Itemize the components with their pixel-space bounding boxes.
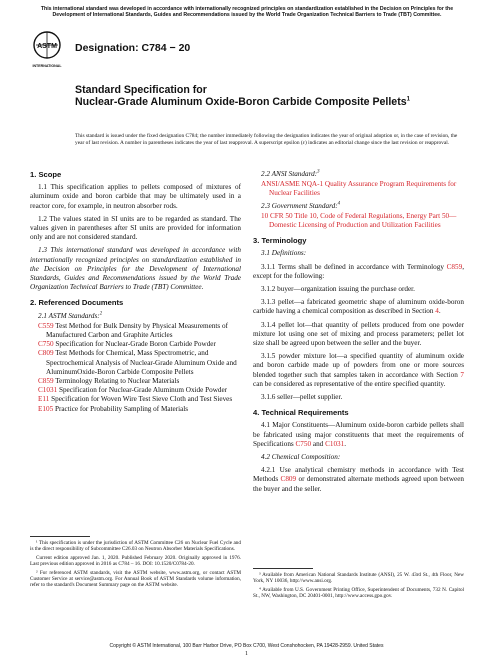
paragraph-3-1-3: 3.1.3 pellet—a fabricated geometric shape of aluminum oxide-boron carbide having a chemical composition as described in Section 4. xyxy=(253,298,464,316)
paragraph-4-2-1: 4.2.1 Use analytical chemistry methods in accordance with Test Methods C809 or demonstrated alternate methods agreed upon between the buyer and the seller. xyxy=(253,466,464,493)
reference-link-c859[interactable]: C859 xyxy=(38,377,54,386)
section-heading-references: 2. Referenced Documents xyxy=(30,298,124,308)
reference-list xyxy=(38,322,241,414)
reference-link-c750[interactable]: C750 xyxy=(38,340,54,349)
reference-link-c559[interactable]: C559 xyxy=(38,321,54,330)
paragraph-3-1-4: 3.1.4 pellet lot—that quantity of pellets produced from one powder mixture lot using one set of mixing and process parameters; pellet lot size shall be agreed upon between the seller and the buyer. xyxy=(253,320,464,348)
reference-link-e105[interactable]: E105 xyxy=(38,404,54,413)
reference-link-c1031[interactable]: C1031 xyxy=(38,386,58,395)
reference-item: C859 Terminology Relating to Nuclear Materials xyxy=(38,377,180,386)
left-column xyxy=(30,170,241,417)
paragraph-3-1-6: 3.1.6 seller—pellet supplier. xyxy=(261,393,343,402)
astm-standards-label: 2.1 ASTM Standards:$^2$ xyxy=(38,311,103,320)
footnote-divider-right xyxy=(253,568,313,569)
footnote-2: ² For referenced ASTM standards, visit the ASTM website, www.astm.org, or contact ASTM Customer Service at service@astm.org. For Annual Book of ASTM Standards volume information, refer to the standard's Document Summary page on the ASTM website. xyxy=(30,569,241,589)
footnote-3: ³ Available from American National Standards Institute (ANSI), 25 W. 43rd St., 4th Floor, New York, NY 10036, http://www.ansi.org. xyxy=(253,572,464,585)
section-heading-technical-requirements: 4. Technical Requirements xyxy=(253,408,349,418)
reference-item: C1031 Specification for Nuclear-Grade Aluminum Oxide Powder xyxy=(38,386,228,395)
section-heading-scope: 1. Scope xyxy=(30,170,62,179)
paragraph-4-2: 4.2 Chemical Composition: xyxy=(261,453,341,462)
reference-link-c809[interactable]: C809 xyxy=(38,349,54,358)
footnote-divider-left xyxy=(30,536,90,537)
link-section-7[interactable]: 7 xyxy=(460,370,464,379)
footnotes-left xyxy=(30,540,241,591)
footnotes-right xyxy=(253,572,464,602)
right-column xyxy=(253,170,464,498)
link-c1031[interactable]: C1031 xyxy=(325,439,345,448)
reference-item: C559 Test Method for Bulk Density by Physical Measurements of Manufactured Carbon and Graphite Articles xyxy=(38,321,229,340)
paragraph-1-2: 1.2 The values stated in SI units are to be regarded as standard. The values given in parentheses after SI units are provided for information only and are not considered standard. xyxy=(30,214,241,242)
footnote-1: ¹ This specification is under the jurisdiction of ASTM Committee C26 on Nuclear Fuel Cycle and is the direct responsibility of Subcommittee C26.03 on Neutron Absorber Materials Specifications. xyxy=(30,540,241,553)
title-line1: Standard Specification for xyxy=(75,84,207,96)
document-title xyxy=(75,84,435,109)
footnote-4: ⁴ Available from U.S. Government Printing Office, Superintendent of Documents, 732 N. Capitol St., NW, Washington, DC 20401-0001, http://www.access.gpo.gov. xyxy=(253,586,464,600)
reference-item: E11 Specification for Woven Wire Test Sieve Cloth and Test Sieves xyxy=(38,395,233,404)
title-line2: Nuclear-Grade Aluminum Oxide-Boron Carbide Composite Pellets xyxy=(75,96,407,109)
paragraph-3-1-5: 3.1.5 powder mixture lot—a specified quantity of aluminum oxide and boron carbide made up of powders from one or more sources blended together such that samples taken in accordance with Section 7 can be considered as representative of the entire specified quantity. xyxy=(253,352,464,388)
link-c750[interactable]: C750 xyxy=(295,439,312,448)
tbt-notice: This international standard was developed in accordance with internationally recognized principles on standardization established in the Decision on Principles for the Development of International Standards, Guides and Recommendations issued by the World Trade Organization Technical Barriers to Trade (TBT) Committee. xyxy=(40,6,454,19)
paragraph-1-1: 1.1 This specification applies to pellets composed of mixtures of aluminum oxide and boron carbide that may be ultimately used in a reactor core, for example, in neutron absorber rods. xyxy=(30,183,241,210)
reference-link-ansi-nqa1[interactable]: ANSI/ASME NQA-1 Quality Assurance Program Requirements for Nuclear Facilities xyxy=(261,180,457,198)
astm-logo xyxy=(32,30,62,70)
svg-text:INTERNATIONAL: INTERNATIONAL xyxy=(32,64,62,68)
paragraph-3-1-1: 3.1.1 Terms shall be defined in accordance with Terminology C859, except for the following: xyxy=(253,262,464,280)
reference-item: 10 CFR 50 Title 10, Code of Federal Regulations, Energy Part 50—Domestic Licensing of Production and Utilization Facilities xyxy=(261,211,457,230)
reference-item: E105 Practice for Probability Sampling of Materials xyxy=(38,404,189,413)
reference-link-10cfr50[interactable]: 10 CFR 50 xyxy=(261,211,293,220)
reference-item: C750 Specification for Nuclear-Grade Boron Carbide Powder xyxy=(38,340,216,349)
section-heading-terminology: 3. Terminology xyxy=(253,236,307,246)
reference-item: C809 Test Methods for Chemical, Mass Spectrometric, and Spectrochemical Analysis of Nuclear-Grade Aluminum Oxide and AluminumOxide-Boron Carbide Composite Pellets xyxy=(38,349,237,376)
link-section-4[interactable]: 4 xyxy=(435,307,439,316)
link-c859[interactable]: C859 xyxy=(446,262,463,271)
copyright-footer: Copyright © ASTM International, 100 Barr Harbor Drive, PO Box C700, West Conshohocken, PA 19428-2959. United States xyxy=(109,643,384,649)
paragraph-4-1: 4.1 Major Constituents—Aluminum oxide-boron carbide pellets shall be fabricated using major constituents that meet the requirements of Specifications C750 and C1031. xyxy=(253,421,464,448)
svg-text:ASTM: ASTM xyxy=(37,43,57,50)
link-c809[interactable]: C809 xyxy=(280,475,297,484)
reference-link-e11[interactable]: E11 xyxy=(38,395,50,404)
paragraph-3-1-2: 3.1.2 buyer—organization issuing the purchase order. xyxy=(261,285,415,294)
designation: Designation: C784 − 20 xyxy=(75,42,191,54)
government-standard-label: 2.3 Government Standard:$^4$ xyxy=(261,201,340,210)
title-footnote-mark: 1 xyxy=(406,96,410,103)
page-number: 1 xyxy=(245,651,248,657)
ansi-standard-label: 2.2 ANSI Standard:$^3$ xyxy=(261,169,320,178)
paragraph-3-1: 3.1 Definitions: xyxy=(261,249,307,258)
footnote-1-continued: Current edition approved Jan. 1, 2020. Published February 2020. Originally approved in 1976. Last previous edition approved in 2016 as C784 – 16. DOI: 10.1520/C0784-20. xyxy=(30,554,241,568)
preamble: This standard is issued under the fixed designation C784; the number immediately following the designation indicates the year of original adoption or, in the case of revision, the year of last revision. A number in parentheses indicates the year of last reapproval. A superscript epsilon (ε) indicates an editorial change since the last revision or reapproval. xyxy=(75,133,458,146)
paragraph-1-3: 1.3 This international standard was developed in accordance with internationally recognized principles on standardization established in the Decision on Principles for the Development of International Standards, Guides and Recommendations issued by the World Trade Organization Technical Barriers to Trade (TBT) Committee. xyxy=(30,246,241,292)
